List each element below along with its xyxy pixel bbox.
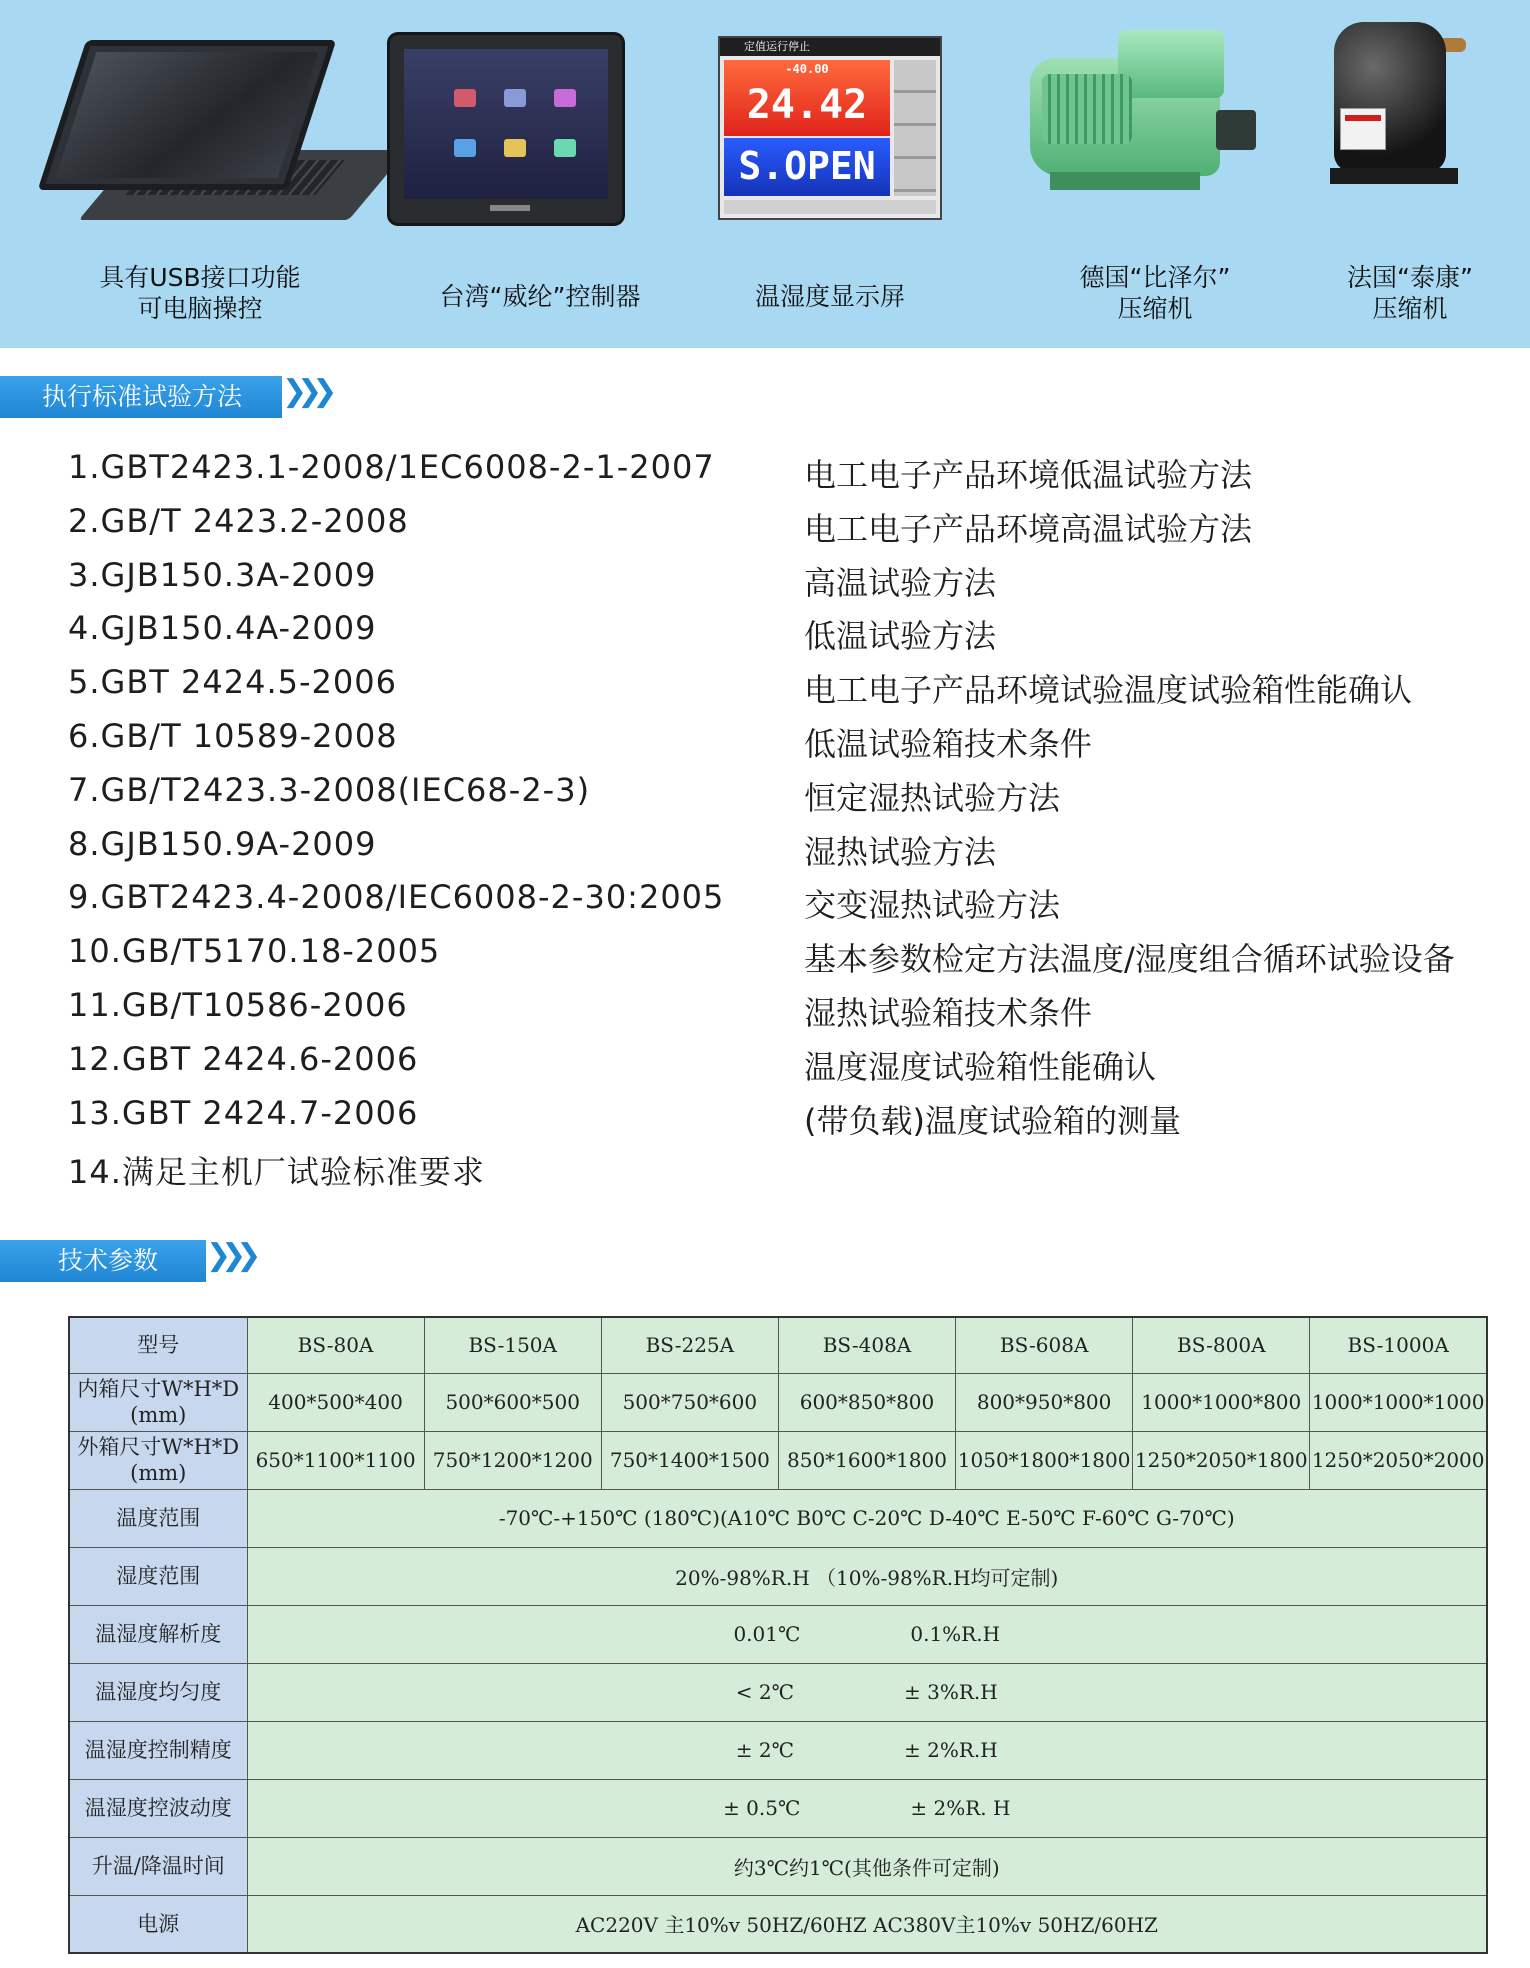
feature-caption: 法国“泰康” 压缩机 [1347,263,1473,323]
table-row: 温度范围 -70℃-+150℃ (180℃)(A10℃ B0℃ C-20℃ D-40℃ E-50℃ F-60℃ G-70℃) [69,1489,1487,1547]
feature-tecumseh [1310,0,1510,348]
table-row: 电源 AC220V 主10%v 50HZ/60HZ AC380V主10%v 50HZ/60HZ [69,1895,1487,1953]
table-row: 温湿度均匀度 < 2℃ ± 3%R.H [69,1663,1487,1721]
list-item: 6.GB/T 10589-2008 低温试验箱技术条件 [68,716,1093,763]
table-row: 温湿度控制精度 ± 2℃ ± 2%R.H [69,1721,1487,1779]
feature-caption: 台湾“威纶”控制器 [439,282,641,311]
standards-list [68,448,1508,1201]
list-item: 8.GJB150.9A-2009 湿热试验方法 [68,824,997,871]
feature-laptop [40,0,360,348]
feature-bitzer [1000,0,1310,348]
section-header-specs: 技术参数 [0,1240,206,1282]
touchscreen-controller-image [390,35,622,223]
temperature-humidity-display-image: 定值运行停止 -40.00 24.42 S.OPEN [718,36,942,220]
section-header-standards: 执行标准试验方法 [0,376,282,418]
chevron-right-icon: ❯❯❯ [206,1238,252,1273]
feature-controller [380,0,700,348]
spec-table [68,1316,1488,1954]
list-item: 2.GB/T 2423.2-2008 电工电子产品环境高温试验方法 [68,501,1253,548]
list-item: 14.满足主机厂试验标准要求 [68,1153,485,1192]
list-item: 11.GB/T10586-2006 湿热试验箱技术条件 [68,985,1093,1032]
row-label: 外箱尺寸W*H*D (mm) [69,1431,247,1489]
list-item: 10.GB/T5170.18-2005 基本参数检定方法温度/湿度组合循环试验设备 [68,932,1455,979]
feature-caption: 具有USB接口功能 可电脑操控 [99,263,301,323]
table-row: 温湿度解析度 0.01℃ 0.1%R.H [69,1605,1487,1663]
list-item: 12.GBT 2424.6-2006 温度湿度试验箱性能确认 [68,1039,1157,1086]
list-item: 1.GBT2423.1-2008/1EC6008-2-1-2007 电工电子产品环境低温试验方法 [68,448,1253,494]
list-item: 4.GJB150.4A-2009 低温试验方法 [68,609,997,656]
list-item: 9.GBT2423.4-2008/IEC6008-2-30:2005 交变湿热试验方法 [68,878,1061,925]
feature-band [0,0,1530,348]
table-row: 外箱尺寸W*H*D (mm) 650*1100*1100 750*1200*1200 750*1400*1500 850*1600*1800 1050*1800*1800 1250*2050*1800 1250*2050*2000 [69,1431,1487,1489]
list-item: 7.GB/T2423.3-2008(IEC68-2-3) 恒定湿热试验方法 [68,770,1061,817]
feature-display [700,0,960,348]
table-row: 温湿度控波动度 ± 0.5℃ ± 2%R. H [69,1779,1487,1837]
feature-caption: 德国“比泽尔” 压缩机 [1079,263,1231,323]
table-row: 湿度范围 20%-98%R.H （10%-98%R.H均可定制) [69,1547,1487,1605]
table-row: 内箱尺寸W*H*D (mm) 400*500*400 500*600*500 500*750*600 600*850*800 800*950*800 1000*1000*800 1000*1000*1000 [69,1373,1487,1431]
list-item: 13.GBT 2424.7-2006 (带负载)温度试验箱的测量 [68,1093,1181,1140]
row-label: 内箱尺寸W*H*D (mm) [69,1373,247,1431]
table-row: 型号 BS-80A BS-150A BS-225A BS-408A BS-608A BS-800A BS-1000A [69,1317,1487,1373]
table-row: 升温/降温时间 约3℃约1℃(其他条件可定制) [69,1837,1487,1895]
feature-caption: 温湿度显示屏 [754,282,905,311]
chevron-right-icon: ❯❯❯ [282,374,328,409]
list-item: 5.GBT 2424.5-2006 电工电子产品环境试验温度试验箱性能确认 [68,663,1413,710]
list-item: 3.GJB150.3A-2009 高温试验方法 [68,555,997,602]
